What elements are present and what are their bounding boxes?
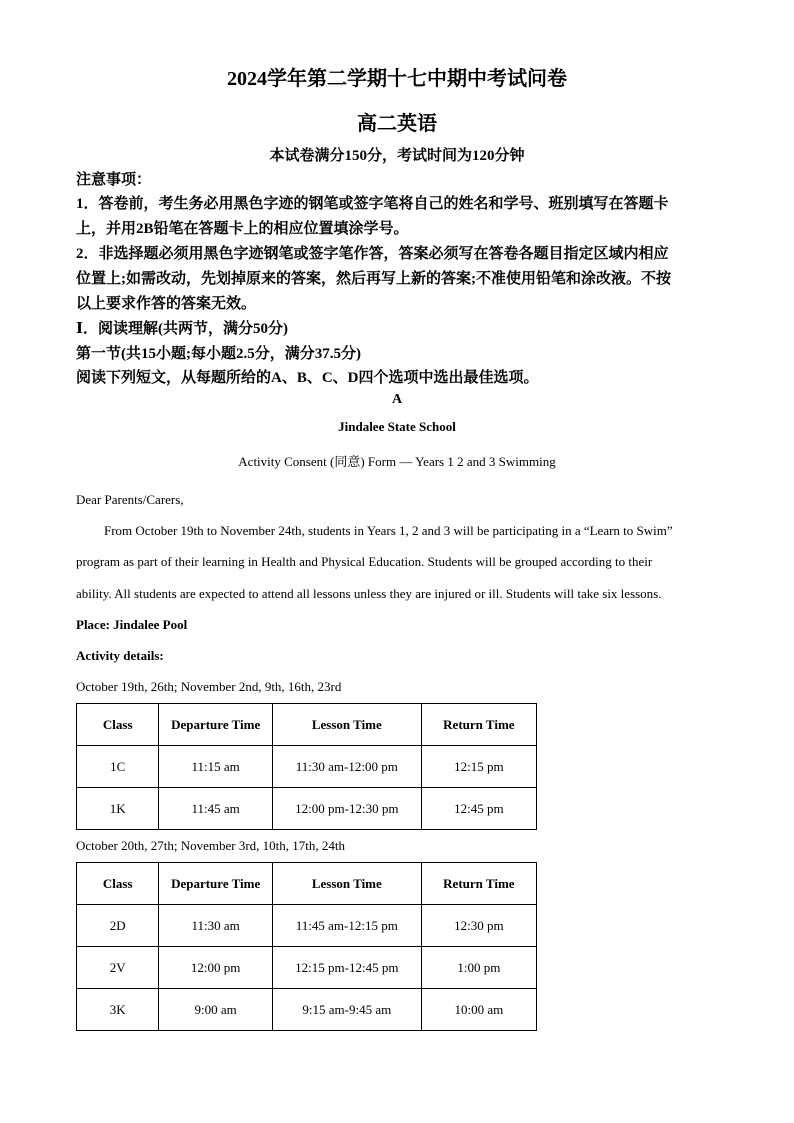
schedule-table-1 [76,703,537,830]
dates-group-1: October 19th, 26th; November 2nd, 9th, 16th, 23rd [76,679,342,694]
notes-heading: 注意事项： [76,172,152,188]
header-lesson: Lesson Time [272,704,421,746]
note-item-1-line-1: 1．答卷前，考生务必用黑色字迹的钢笔或签字笔将自己的姓名和学号、班别填写在答题卡 [76,196,669,212]
subject-title: 高二英语 [357,113,437,135]
note-item-1-line-2: 上，并用2B铅笔在答题卡上的相应位置填涂学号。 [76,221,409,237]
cell-departure: 9:00 am [159,989,272,1031]
cell-class: 1C [77,746,159,788]
paragraph-line-1: From October 19th to November 24th, students in Years 1, 2 and 3 will be participating in a “Learn to Swim” [104,523,673,538]
cell-departure: 11:15 am [159,746,272,788]
header-return: Return Time [421,704,536,746]
cell-class: 3K [77,989,159,1031]
header-class: Class [77,704,159,746]
table-row [77,905,537,947]
part-heading: Ⅰ．阅读理解(共两节，满分50分) [76,321,289,337]
cell-lesson: 9:15 am-9:45 am [272,989,421,1031]
cell-departure: 11:30 am [159,905,272,947]
cell-return: 12:15 pm [421,746,536,788]
section-heading: 第一节(共15小题;每小题2.5分，满分37.5分) [76,346,361,362]
place: Place: Jindalee Pool [76,617,188,632]
header-departure: Departure Time [159,863,272,905]
header-class: Class [77,863,159,905]
note-item-2-line-1: 2．非选择题必须用黑色字迹钢笔或签字笔作答，答案必须写在答卷各题目指定区域内相应 [76,246,669,262]
table-row [77,788,537,830]
table-header-row [77,704,537,746]
table-header-row [77,863,537,905]
cell-lesson: 12:15 pm-12:45 pm [272,947,421,989]
table-row [77,947,537,989]
activity-details: Activity details: [76,648,164,663]
cell-return: 12:45 pm [421,788,536,830]
note-item-2-line-3: 以上要求作答的答案无效。 [76,296,257,312]
passage-letter: A [391,392,403,407]
header-departure: Departure Time [159,704,272,746]
cell-departure: 11:45 am [159,788,272,830]
cell-return: 12:30 pm [421,905,536,947]
score-line: 本试卷满分150分，考试时间为120分钟 [269,148,525,164]
greeting: Dear Parents/Carers, [76,492,184,507]
cell-class: 1K [77,788,159,830]
form-title: Activity Consent (同意) Form — Years 1 2 and 3 Swimming [238,454,556,469]
header-return: Return Time [421,863,536,905]
cell-lesson: 12:00 pm-12:30 pm [272,788,421,830]
exam-title: 2024学年第二学期十七中期中考试问卷 [227,68,567,90]
header-lesson: Lesson Time [272,863,421,905]
paragraph-line-2: program as part of their learning in Health and Physical Education. Students will be grouped according to their [76,554,653,569]
cell-return: 1:00 pm [421,947,536,989]
cell-return: 10:00 am [421,989,536,1031]
cell-class: 2V [77,947,159,989]
instruction: 阅读下列短文，从每题所给的A、B、C、D四个选项中选出最佳选项。 [76,370,539,386]
dates-group-2: October 20th, 27th; November 3rd, 10th, 17th, 24th [76,838,345,853]
table-row [77,746,537,788]
cell-lesson: 11:45 am-12:15 pm [272,905,421,947]
school-name: Jindalee State School [338,419,456,434]
cell-lesson: 11:30 am-12:00 pm [272,746,421,788]
note-item-2-line-2: 位置上;如需改动，先划掉原来的答案，然后再写上新的答案;不准使用铅笔和涂改液。不按 [76,271,671,287]
paragraph-line-3: ability. All students are expected to attend all lessons unless they are injured or ill. Students will take six lessons. [76,586,662,601]
cell-departure: 12:00 pm [159,947,272,989]
cell-class: 2D [77,905,159,947]
table-row [77,989,537,1031]
schedule-table-2 [76,862,537,1031]
